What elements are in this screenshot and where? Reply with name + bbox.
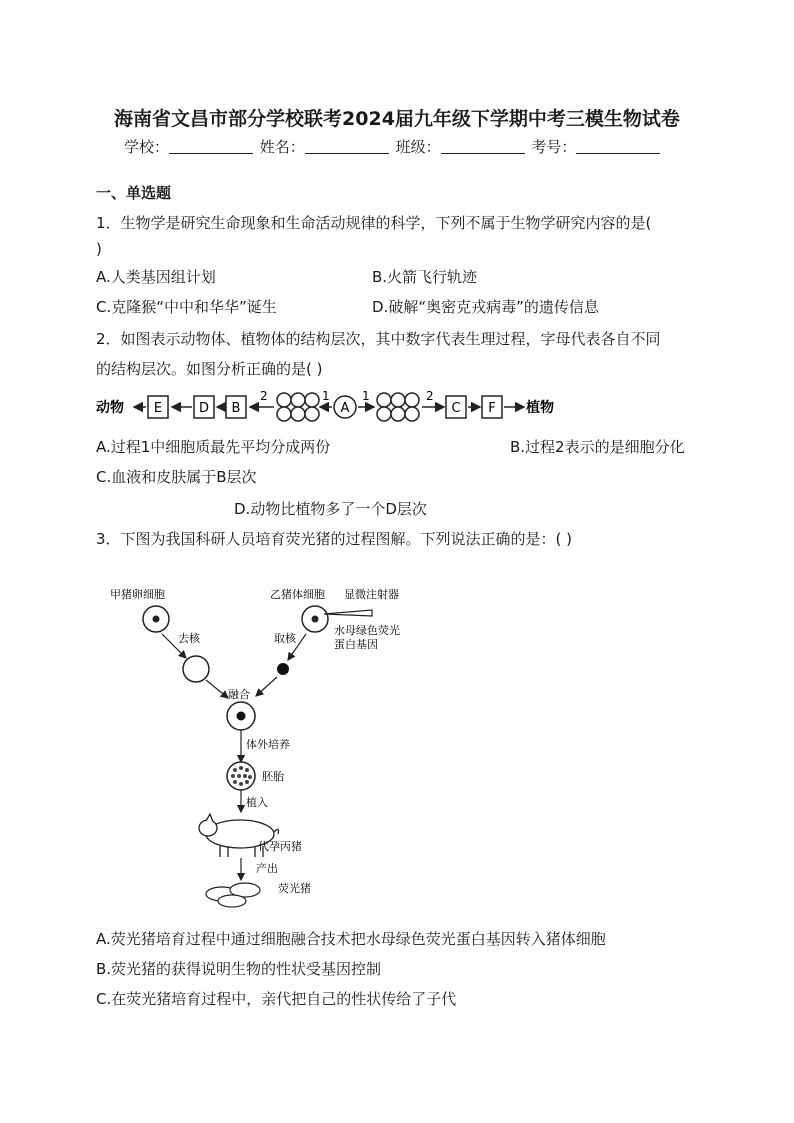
level-b-label: B	[231, 401, 241, 416]
take-nucleus-label: 取核	[274, 632, 296, 645]
name-blank[interactable]	[305, 139, 389, 154]
class-blank[interactable]	[441, 139, 525, 154]
enucleated-egg	[183, 656, 209, 682]
q2-stem-line2: 的结构层次。如图分析正确的是( )	[96, 360, 323, 378]
q1-option-c[interactable]: C.克隆猴“中中和华华”诞生	[96, 298, 277, 316]
micro-injector	[324, 610, 372, 616]
body-cell-label: 乙猪体细胞	[270, 588, 325, 601]
glow-pig-label: 荧光猪	[278, 882, 311, 895]
q1-stem-line2: )	[96, 240, 102, 258]
nucleus	[277, 663, 289, 675]
school-label: 学校：	[124, 138, 170, 156]
q1-stem-line1: 1．生物学是研究生命现象和生命活动规律的科学，下列不属于生物学研究内容的是(	[96, 214, 652, 232]
fluorescent-pig-diagram	[110, 580, 450, 910]
level-f-label: F	[488, 401, 496, 416]
q2-option-a[interactable]: A.过程1中细胞质最先平均分成两份	[96, 438, 331, 456]
process-2-left: 2	[260, 389, 268, 403]
implant-label: 植入	[246, 796, 268, 809]
embryo-label: 胚胎	[262, 770, 284, 783]
fluorescent-piglets	[206, 883, 260, 907]
exam-title: 海南省文昌市部分学校联考2024届九年级下学期中考三模生物试卷	[114, 108, 680, 130]
enucleate-label: 去核	[178, 632, 200, 645]
tissue-cells-right	[377, 393, 419, 421]
q3-option-c[interactable]: C.在荧光猪培育过程中，亲代把自己的性状传给了子代	[96, 990, 457, 1008]
q2-stem-line1: 2．如图表示动物体、植物体的结构层次，其中数字代表生理过程，字母代表各自不同	[96, 330, 661, 348]
process-2-right: 2	[426, 389, 434, 403]
tissue-cells-left	[277, 393, 319, 421]
q3-option-b[interactable]: B.荧光猪的获得说明生物的性状受基因控制	[96, 960, 382, 978]
name-label: 姓名：	[259, 138, 305, 156]
level-d-label: D	[198, 401, 210, 416]
plant-label: 植物	[526, 400, 554, 416]
school-blank[interactable]	[169, 139, 253, 154]
surrogate-label: 代孕丙猪	[258, 840, 302, 853]
injector-label: 显微注射器	[344, 588, 399, 601]
number-blank[interactable]	[576, 139, 660, 154]
q1-option-d[interactable]: D.破解“奥密克戎病毒”的遗传信息	[372, 298, 599, 316]
number-label: 考号：	[531, 138, 577, 156]
gene-label-line1: 水母绿色荧光	[334, 624, 400, 637]
class-label: 班级：	[395, 138, 441, 156]
structure-level-diagram	[96, 386, 566, 428]
section-heading: 一、单选题	[96, 184, 172, 202]
q1-option-a[interactable]: A.人类基因组计划	[96, 268, 216, 286]
q3-option-a[interactable]: A.荧光猪培育过程中通过细胞融合技术把水母绿色荧光蛋白基因转入猪体细胞	[96, 930, 606, 948]
gene-label-line2: 蛋白基因	[334, 638, 378, 651]
q1-option-b[interactable]: B.火箭飞行轨迹	[372, 268, 478, 286]
student-info-row	[124, 136, 662, 157]
q2-option-b[interactable]: B.过程2表示的是细胞分化	[510, 438, 685, 456]
level-c-label: C	[451, 401, 461, 416]
level-e-label: E	[153, 401, 163, 416]
q3-stem: 3．下图为我国科研人员培育荧光猪的过程图解。下列说法正确的是：( )	[96, 530, 573, 548]
process-1-right: 1	[362, 389, 370, 403]
egg-cell-label: 甲猪卵细胞	[110, 588, 165, 601]
culture-label: 体外培养	[246, 738, 290, 751]
q2-option-c[interactable]: C.血液和皮肤属于B层次	[96, 468, 257, 486]
process-1-left: 1	[322, 389, 330, 403]
q2-option-d[interactable]: D.动物比植物多了一个D层次	[234, 500, 427, 518]
fusion-label: 融合	[228, 688, 250, 701]
born-label: 产出	[256, 862, 278, 875]
animal-label: 动物	[96, 400, 124, 416]
level-a-label: A	[340, 401, 350, 416]
